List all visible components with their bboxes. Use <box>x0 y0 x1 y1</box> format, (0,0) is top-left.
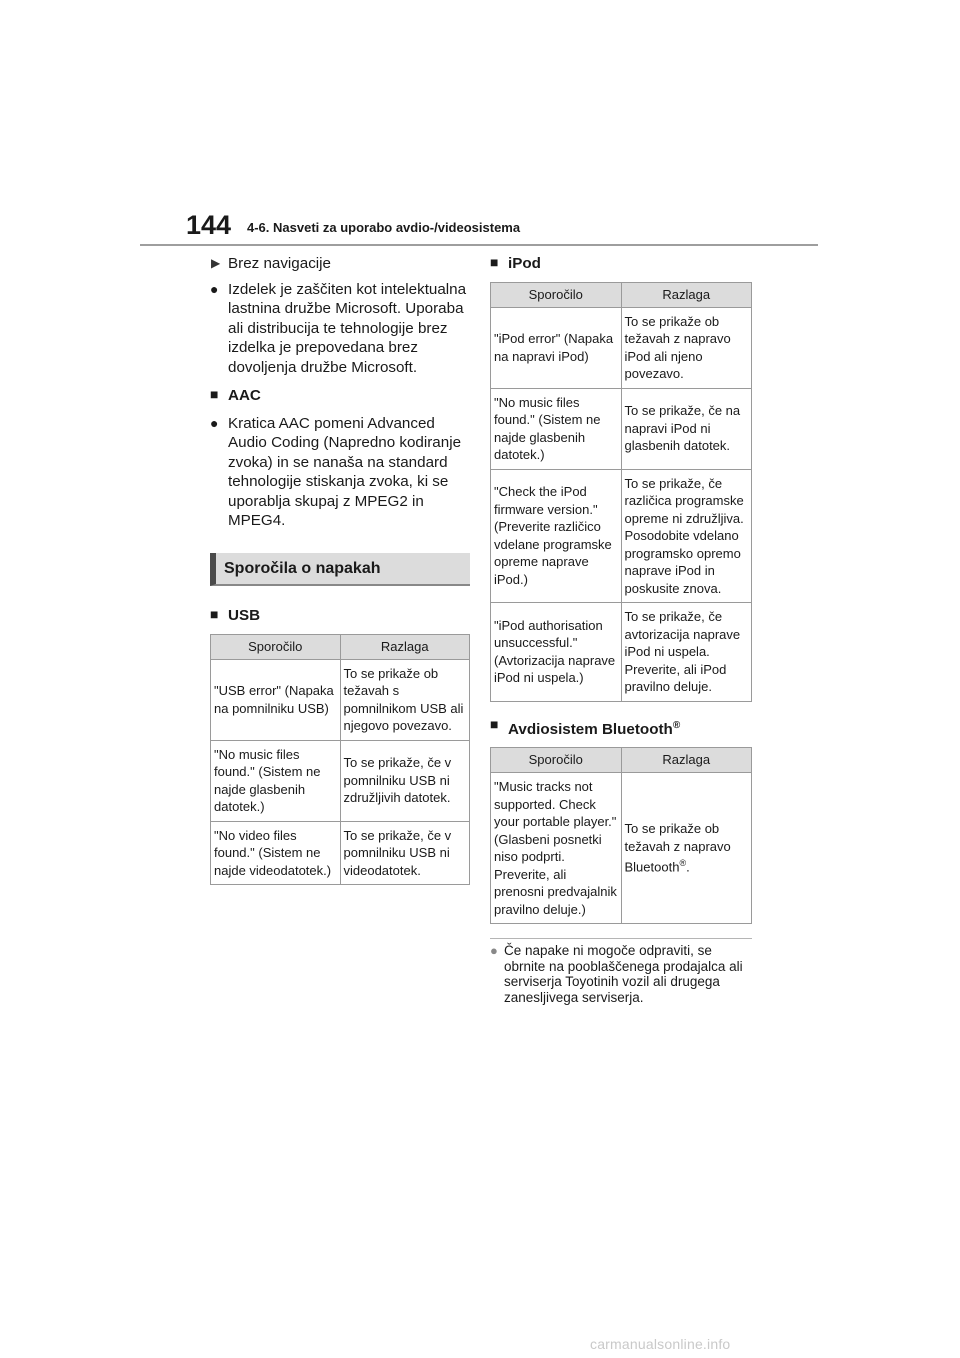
usb-error-table <box>210 634 470 886</box>
table-row <box>491 603 752 702</box>
note-divider <box>490 938 752 939</box>
column-header-explanation: Razlaga <box>340 634 470 659</box>
explanation-cell: To se prikaže ob težavah z napravo iPod ali njeno povezavo. <box>621 307 752 388</box>
column-header-explanation: Razlaga <box>621 748 752 773</box>
bullet-item-microsoft <box>210 280 470 378</box>
explanation-cell: To se prikaže ob težavah s pomnilnikom USB ali njegovo povezavo. <box>340 659 470 740</box>
subheading-text: Avdiosistem Bluetooth <box>508 720 673 738</box>
column-header-message: Sporočilo <box>491 282 622 307</box>
bullet-text: Kratica AAC pomeni Advanced Audio Coding (Napredno kodiranje zvoka) in se nanaša na standard tehnologije stiskanja zvoka, ki se uporablja skupaj z MPEG2 in MPEG4. <box>228 414 462 529</box>
arrow-item-text: Brez navigacije <box>228 255 331 272</box>
registered-mark: ® <box>679 858 687 869</box>
subheading-usb <box>210 606 470 626</box>
note-text: Če napake ni mogoče odpraviti, se obrnite na pooblaščenega prodajalca ali serviserja Toyotinih vozil ali drugega zanesljivega serviserja. <box>504 943 743 1005</box>
filled-square-icon: ■ <box>210 606 219 622</box>
explanation-cell: To se prikaže, če na napravi iPod ni glasbenih datotek. <box>621 388 752 469</box>
message-cell: "Check the iPod firmware version." (Preverite različico vdelane programske opreme naprave iPod.) <box>491 469 622 603</box>
message-cell: "No music files found." (Sistem ne najde glasbenih datotek.) <box>211 740 341 821</box>
explanation-end: . <box>686 859 690 875</box>
table-row <box>211 740 470 821</box>
header-divider <box>140 244 818 246</box>
registered-mark: ® <box>672 719 681 731</box>
page-number: 144 <box>186 210 232 240</box>
filled-square-icon: ■ <box>490 715 499 732</box>
explanation-cell: To se prikaže, če v pomnilniku USB ni videodatotek. <box>340 821 470 885</box>
ipod-error-table <box>490 282 752 702</box>
filled-circle-icon: ● <box>210 280 219 297</box>
column-header-message: Sporočilo <box>211 634 341 659</box>
triangle-right-icon: ▶ <box>211 256 221 270</box>
message-cell: "iPod authorisation unsuccessful." (Avtorizacija naprave iPod ni uspela.) <box>491 603 622 702</box>
table-row <box>491 469 752 603</box>
filled-square-icon: ■ <box>210 386 219 402</box>
subheading-text: USB <box>228 607 261 624</box>
message-cell: "USB error" (Napaka na pomnilniku USB) <box>211 659 341 740</box>
subheading-ipod <box>490 254 752 274</box>
bullet-item-aac <box>210 414 470 531</box>
explanation-cell: To se prikaže, če avtorizacija naprave iPod ni uspela. Preverite, ali iPod pravilno deluje. <box>621 603 752 702</box>
explanation-cell <box>621 773 752 924</box>
column-header-message: Sporočilo <box>491 748 622 773</box>
message-cell: "No music files found." (Sistem ne najde glasbenih datotek.) <box>491 388 622 469</box>
chapter-title: 4-6. Nasveti za uporabo avdio-/videosistema <box>247 220 521 235</box>
note-item <box>490 943 752 1005</box>
subheading-text: iPod <box>508 255 541 272</box>
table-row <box>211 659 470 740</box>
subheading-text: AAC <box>228 387 261 404</box>
message-cell: "No video files found." (Sistem ne najde videodatotek.) <box>211 821 341 885</box>
table-header-row <box>491 282 752 307</box>
subheading-bluetooth <box>490 716 752 740</box>
table-row <box>491 773 752 924</box>
right-column <box>490 254 752 1005</box>
arrow-list-item <box>210 254 470 274</box>
left-column <box>210 254 470 899</box>
filled-square-icon: ■ <box>490 254 499 270</box>
table-header-row <box>211 634 470 659</box>
table-row <box>211 821 470 885</box>
table-header-row <box>491 748 752 773</box>
explanation-cell: To se prikaže, če v pomnilniku USB ni združljivih datotek. <box>340 740 470 821</box>
message-cell: "Music tracks not supported. Check your portable player." (Glasbeni posnetki niso podprti. Preverite, ali prenosni predvajalnik pravilno deluje.) <box>491 773 622 924</box>
section-heading-error-messages: Sporočila o napakah <box>210 553 470 587</box>
explanation-text: To se prikaže ob težavah z napravo Bluetooth <box>624 821 731 875</box>
subheading-aac <box>210 386 470 406</box>
bluetooth-error-table <box>490 747 752 924</box>
filled-circle-icon: ● <box>210 414 219 431</box>
column-header-explanation: Razlaga <box>621 282 752 307</box>
grey-circle-icon: ● <box>490 943 498 959</box>
table-row <box>491 307 752 388</box>
explanation-cell: To se prikaže, če različica programske opreme ni združljiva. Posodobite vdelano programsko opremo naprave iPod in poskusite znova. <box>621 469 752 603</box>
bullet-text: Izdelek je zaščiten kot intelektualna lastnina družbe Microsoft. Uporaba ali distribucija te tehnologije brez izdelka je prepovedana brez dovoljenja družbe Microsoft. <box>228 280 467 376</box>
table-row <box>491 388 752 469</box>
message-cell: "iPod error" (Napaka na napravi iPod) <box>491 307 622 388</box>
watermark: carmanualsonline.info <box>590 1336 731 1352</box>
